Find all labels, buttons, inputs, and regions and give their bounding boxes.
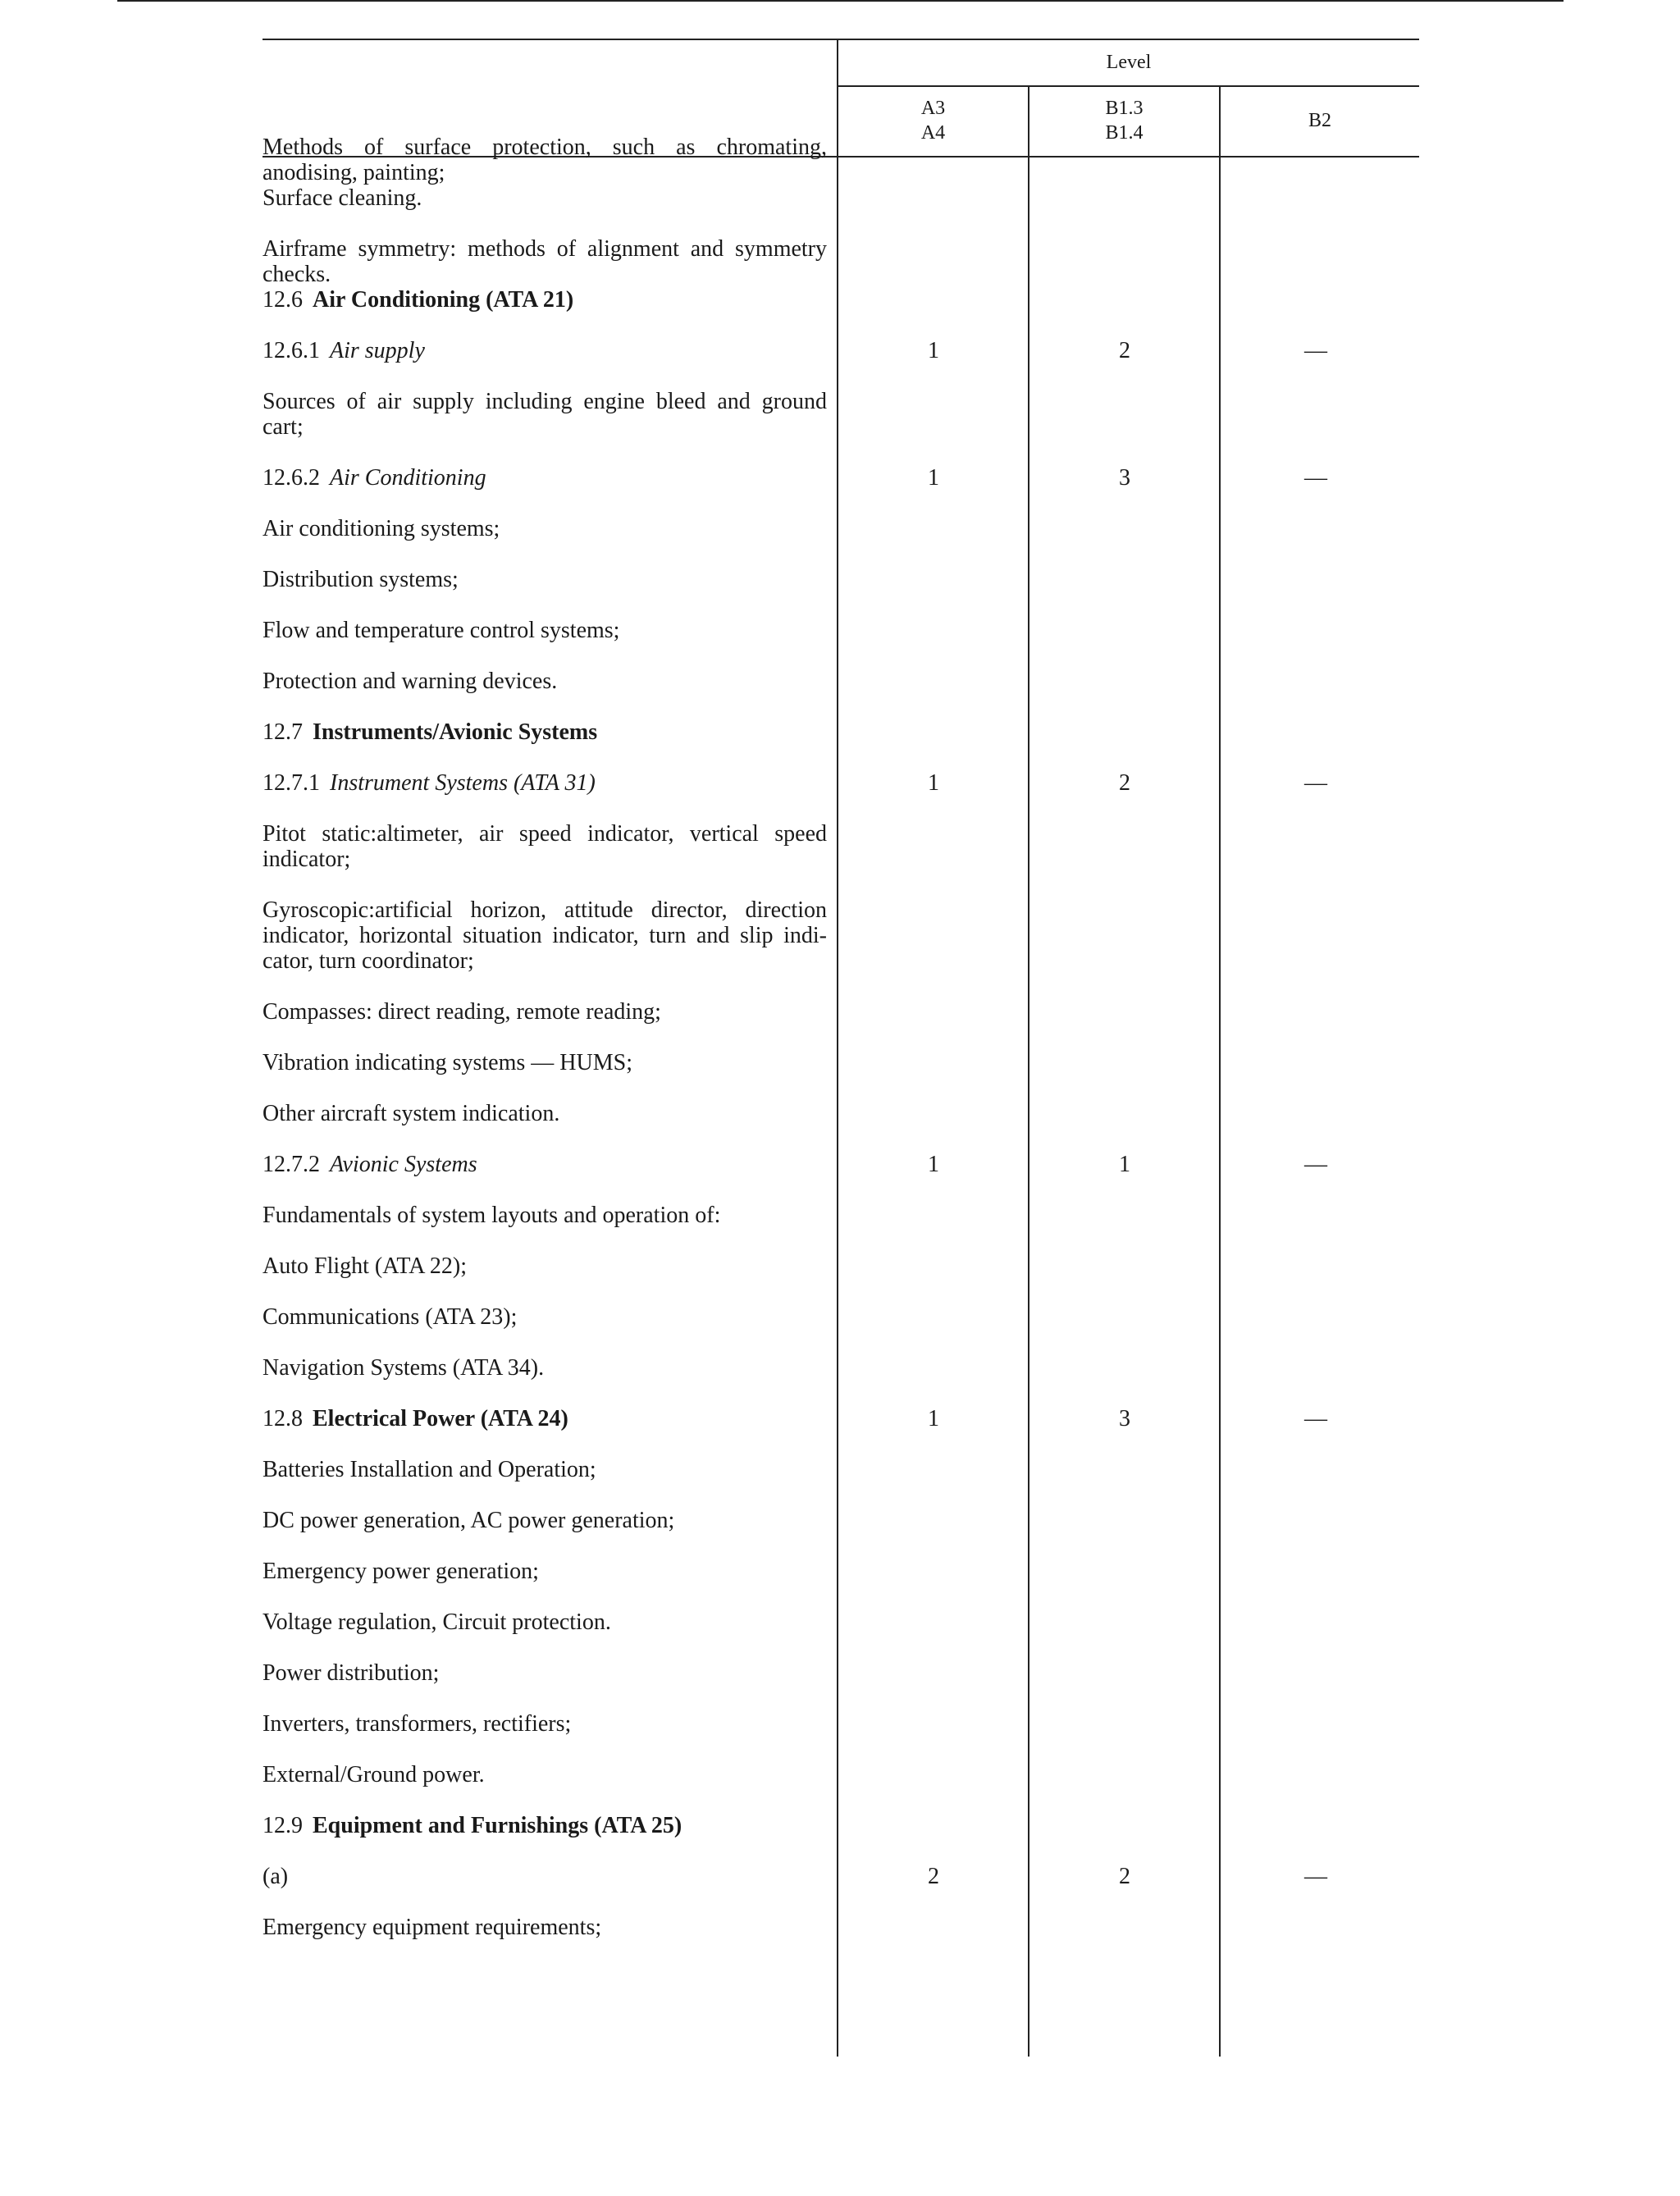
row-text (262, 897, 827, 974)
level-b2-cell: — (1304, 1406, 1327, 1431)
topic-text: Flow and temperature control systems; (262, 618, 620, 643)
level-a3-a4-cell: 1 (928, 465, 939, 491)
col-b1-header: B1.3 B1.4 (1105, 98, 1144, 144)
row-text (262, 135, 827, 185)
col-b2-header: B2 (1308, 110, 1331, 131)
row-text (262, 1253, 827, 1279)
row-text (262, 770, 827, 796)
row-text (262, 669, 827, 694)
level-b1-cell: 2 (1119, 338, 1130, 363)
row-text (262, 185, 827, 211)
topic-text: Gyroscopic:artificial horizon, attitude director, direction indicator, horizontal situation indicator, turn and slip indi-cator, turn coordinator; (262, 897, 827, 974)
column-rule-3 (1219, 85, 1221, 2057)
topic-text: Fundamentals of system layouts and operation of: (262, 1203, 721, 1228)
column-rule-2 (1028, 85, 1029, 2057)
row-text (262, 999, 827, 1025)
topic-text: External/Ground power. (262, 1762, 485, 1787)
col-a3-a4-header: A3 A4 (920, 98, 946, 144)
section-number: 12.9 (262, 1813, 303, 1838)
topic-text: Distribution systems; (262, 567, 459, 592)
level-b1-cell: 2 (1119, 1864, 1130, 1889)
section-number: 12.7 (262, 719, 303, 745)
row-text (262, 1915, 827, 1940)
section-number: 12.7.2 (262, 1152, 320, 1177)
topic-text: Compasses: direct reading, remote reading; (262, 999, 661, 1025)
level-a3-a4-cell: 2 (928, 1864, 939, 1889)
level-rule (837, 85, 1419, 87)
section-number: 12.6 (262, 287, 303, 313)
topic-text: Inverters, transformers, rectifiers; (262, 1711, 572, 1737)
level-b1-cell: 1 (1119, 1152, 1130, 1177)
page-top-rule (117, 0, 1564, 2)
level-a3-a4-cell: 1 (928, 1152, 939, 1177)
row-text (262, 1406, 827, 1431)
level-a3-a4-cell: 1 (928, 338, 939, 363)
row-text (262, 1203, 827, 1228)
row-text (262, 1050, 827, 1075)
topic-text: Auto Flight (ATA 22); (262, 1253, 467, 1279)
topic-text: (a) (262, 1864, 289, 1889)
row-text (262, 1152, 827, 1177)
topic-text: Batteries Installation and Operation; (262, 1457, 596, 1482)
level-a3-a4-cell: 1 (928, 770, 939, 796)
topic-text: Communications (ATA 23); (262, 1304, 518, 1330)
topic-text: Emergency power generation; (262, 1559, 539, 1584)
topic-text: DC power generation, AC power generation; (262, 1508, 675, 1533)
topic-text: Airframe symmetry: methods of alignment and symmetry checks. (262, 236, 827, 287)
row-text (262, 1508, 827, 1533)
level-b2-cell: — (1304, 1864, 1327, 1889)
section-number: 12.6.2 (262, 465, 320, 491)
section-title: Avionic Systems (330, 1152, 477, 1177)
row-text (262, 1864, 827, 1889)
row-text (262, 1762, 827, 1787)
row-text (262, 389, 827, 440)
topic-text: Air conditioning systems; (262, 516, 500, 541)
row-text (262, 236, 827, 287)
row-text (262, 1660, 827, 1686)
level-b2-cell: — (1304, 465, 1327, 491)
section-title: Air supply (330, 338, 425, 363)
topic-text: Voltage regulation, Circuit protection. (262, 1609, 611, 1635)
level-b2-cell: — (1304, 770, 1327, 796)
topic-text: Emergency equipment requirements; (262, 1915, 602, 1940)
level-b1-cell: 2 (1119, 770, 1130, 796)
topic-text: Other aircraft system indication. (262, 1101, 560, 1126)
section-number: 12.7.1 (262, 770, 320, 796)
row-text (262, 1559, 827, 1584)
topic-text: Vibration indicating systems — HUMS; (262, 1050, 632, 1075)
section-title: Instruments/Avionic Systems (313, 719, 598, 745)
row-text (262, 1813, 827, 1838)
section-title: Equipment and Furnishings (ATA 25) (313, 1813, 682, 1838)
topic-text: Pitot static:altimeter, air speed indicator, vertical speed indicator; (262, 821, 827, 872)
section-title: Air Conditioning (330, 465, 486, 491)
topic-text: Surface cleaning. (262, 185, 422, 211)
topic-text: Sources of air supply including engine bleed and ground cart; (262, 389, 827, 440)
level-b1-cell: 3 (1119, 1406, 1130, 1431)
row-text (262, 821, 827, 872)
row-text (262, 567, 827, 592)
syllabus-table (262, 39, 1419, 2057)
row-text (262, 618, 827, 643)
row-text (262, 516, 827, 541)
section-title: Electrical Power (ATA 24) (313, 1406, 568, 1431)
row-text (262, 1711, 827, 1737)
level-b2-cell: — (1304, 338, 1327, 363)
section-title: Air Conditioning (ATA 21) (313, 287, 574, 313)
row-text (262, 1101, 827, 1126)
section-title: Instrument Systems (ATA 31) (330, 770, 596, 796)
row-text (262, 1609, 827, 1635)
row-text (262, 719, 827, 745)
topic-text: Protection and warning devices. (262, 669, 558, 694)
section-number: 12.8 (262, 1406, 303, 1431)
row-text (262, 338, 827, 363)
level-b2-cell: — (1304, 1152, 1327, 1177)
row-text (262, 1457, 827, 1482)
level-header: Level (1106, 52, 1152, 73)
row-text (262, 1304, 827, 1330)
topic-text: Navigation Systems (ATA 34). (262, 1355, 545, 1381)
row-text (262, 287, 827, 313)
section-number: 12.6.1 (262, 338, 320, 363)
topic-text: Power distribution; (262, 1660, 440, 1686)
row-text (262, 465, 827, 491)
row-text (262, 1355, 827, 1381)
topic-text: Methods of surface protection, such as chromating, anodising, painting; (262, 135, 827, 185)
table-top-rule (262, 39, 1419, 40)
level-b1-cell: 3 (1119, 465, 1130, 491)
level-a3-a4-cell: 1 (928, 1406, 939, 1431)
